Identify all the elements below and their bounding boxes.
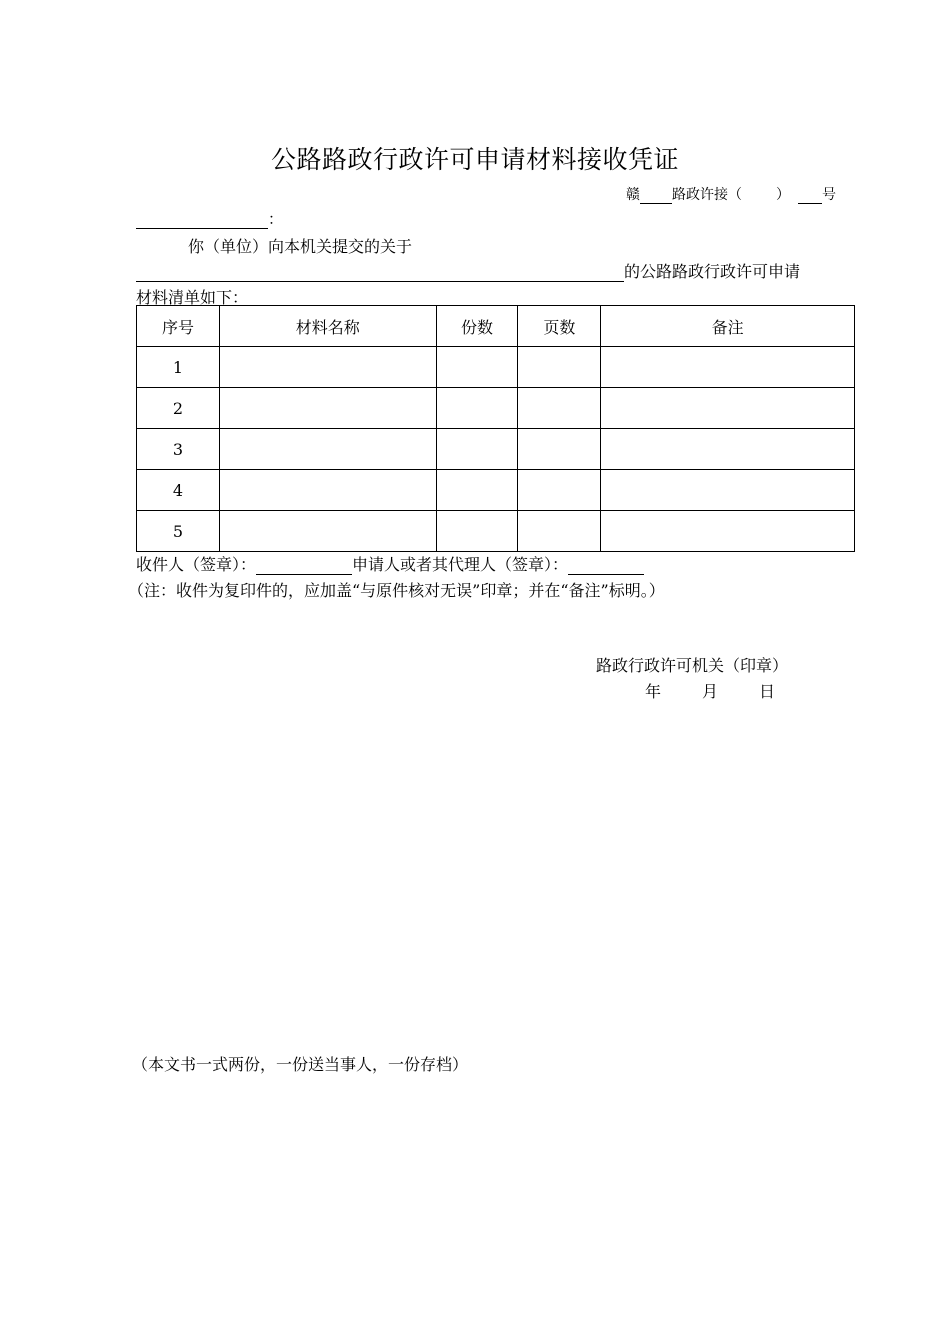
intro-line-2 — [136, 259, 800, 282]
header-material-name: 材料名称 — [219, 306, 436, 347]
intro-line-1: 你（单位）向本机关提交的关于 — [188, 237, 413, 256]
table-row — [137, 429, 855, 470]
intro-line-3: 材料清单如下： — [136, 288, 249, 307]
doc-number-blank-1[interactable] — [640, 203, 672, 204]
cell-serial: 3 — [137, 429, 220, 470]
cell-copies[interactable] — [436, 429, 518, 470]
cell-remarks[interactable] — [601, 470, 855, 511]
receiver-signature-blank[interactable] — [256, 556, 352, 575]
cell-remarks[interactable] — [601, 347, 855, 388]
document-title: 公路路政行政许可申请材料接收凭证 — [270, 145, 679, 174]
cell-copies[interactable] — [436, 511, 518, 552]
intro-line-2-suffix: 的公路路政行政许可申请 — [624, 262, 801, 281]
header-serial: 序号 — [137, 306, 220, 347]
cell-pages[interactable] — [518, 511, 601, 552]
application-subject-blank[interactable] — [136, 263, 624, 282]
cell-pages[interactable] — [518, 388, 601, 429]
cell-remarks[interactable] — [601, 388, 855, 429]
footer-note: （本文书一式两份，一份送当事人，一份存档） — [132, 1055, 469, 1074]
doc-number-blank-2[interactable] — [798, 203, 822, 204]
cell-copies[interactable] — [436, 470, 518, 511]
receiver-label: 收件人（签章）： — [136, 555, 257, 574]
cell-serial: 2 — [137, 388, 220, 429]
cell-copies[interactable] — [436, 388, 518, 429]
cell-material-name[interactable] — [219, 347, 436, 388]
table-row — [137, 511, 855, 552]
addressee-blank[interactable] — [136, 210, 268, 229]
header-copies: 份数 — [436, 306, 518, 347]
doc-number-suffix: 号 — [822, 187, 836, 203]
table-row — [137, 388, 855, 429]
cell-material-name[interactable] — [219, 470, 436, 511]
note-text: （注：收件为复印件的，应加盖“与原件核对无误”印章；并在“备注”标明。） — [128, 581, 665, 600]
signature-line — [136, 552, 644, 575]
cell-serial: 1 — [137, 347, 220, 388]
cell-material-name[interactable] — [219, 511, 436, 552]
doc-number-prefix: 赣 — [626, 187, 640, 203]
table-row — [137, 347, 855, 388]
applicant-signature-blank[interactable] — [568, 556, 644, 575]
doc-number-close-paren: ） — [776, 187, 790, 203]
cell-pages[interactable] — [518, 347, 601, 388]
cell-material-name[interactable] — [219, 388, 436, 429]
date-month: 月 — [702, 682, 719, 701]
addressee-colon: ： — [268, 210, 284, 228]
addressee-line — [136, 208, 283, 229]
header-remarks: 备注 — [601, 306, 855, 347]
table-header-row — [137, 306, 855, 347]
header-pages: 页数 — [518, 306, 601, 347]
table-row — [137, 470, 855, 511]
cell-copies[interactable] — [436, 347, 518, 388]
date-line — [645, 679, 775, 702]
cell-serial: 4 — [137, 470, 220, 511]
cell-pages[interactable] — [518, 470, 601, 511]
cell-pages[interactable] — [518, 429, 601, 470]
cell-remarks[interactable] — [601, 429, 855, 470]
cell-remarks[interactable] — [601, 511, 855, 552]
cell-serial: 5 — [137, 511, 220, 552]
doc-number-middle: 路政许接（ — [672, 187, 742, 203]
date-day: 日 — [759, 682, 776, 701]
materials-table — [136, 305, 855, 552]
document-number — [626, 184, 836, 204]
authority-seal-label: 路政行政许可机关（印章） — [596, 656, 789, 675]
date-year: 年 — [645, 682, 662, 701]
applicant-label: 申请人或者其代理人（签章）： — [352, 555, 569, 574]
cell-material-name[interactable] — [219, 429, 436, 470]
